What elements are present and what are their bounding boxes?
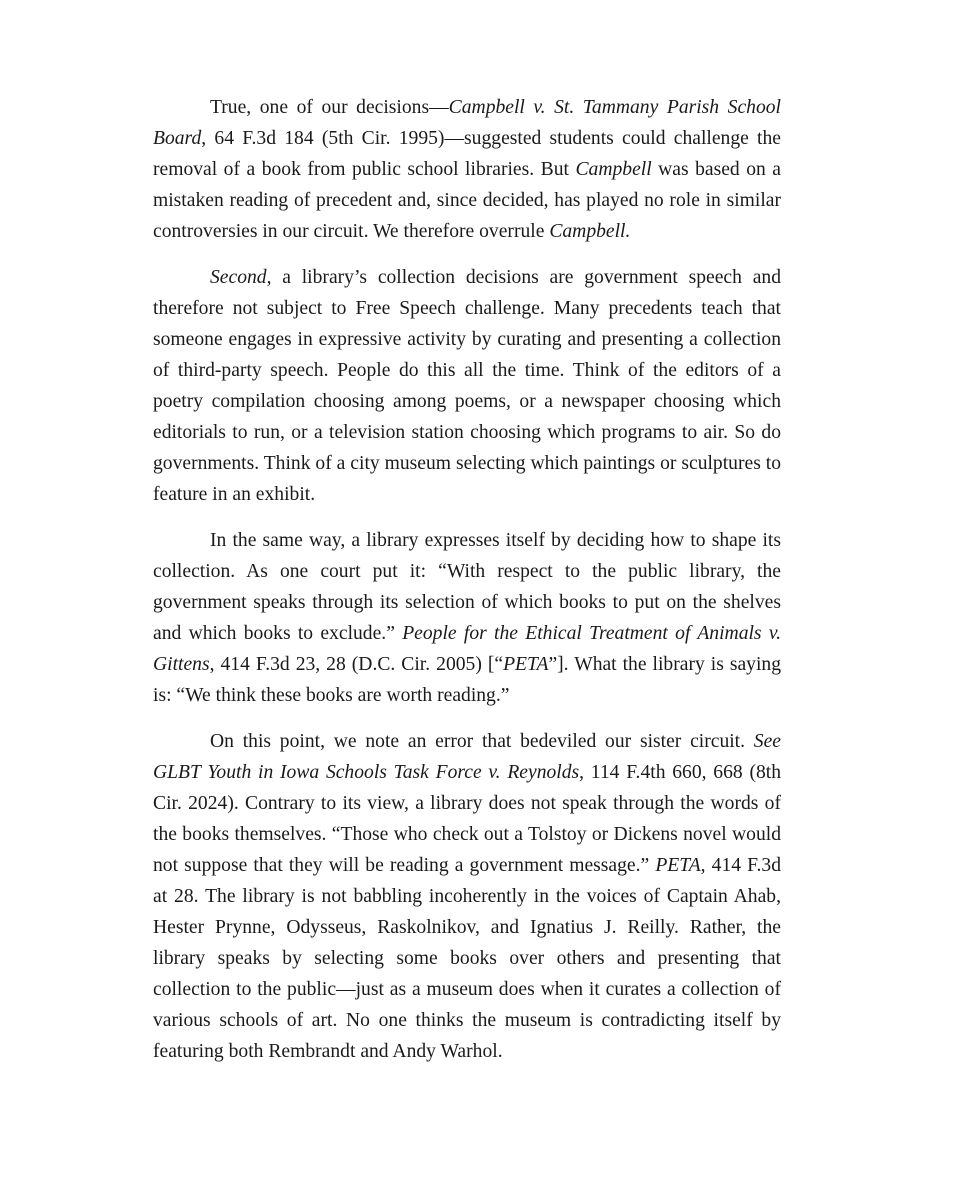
case-citation: PETA bbox=[503, 654, 549, 675]
case-citation: See GLBT Youth in Iowa Schools Task Force v. Reynolds bbox=[153, 731, 781, 783]
paragraph-3 bbox=[153, 525, 781, 711]
case-citation: PETA bbox=[655, 855, 701, 876]
text-segment: ”]. What the library is saying is: “We think these books are worth reading.” bbox=[153, 654, 781, 706]
paragraph-1 bbox=[153, 92, 781, 247]
text-segment: On this point, we note an error that bedeviled our sister circuit. bbox=[210, 731, 754, 752]
emphasis-word: Second bbox=[210, 267, 267, 288]
text-segment: True, one of our decisions— bbox=[210, 97, 449, 118]
text-segment: was based on a mistaken reading of precedent and, since decided, has played no role in similar controversies in our circuit. We therefore overrule bbox=[153, 159, 781, 242]
text-segment: , 114 F.4th 660, 668 (8th Cir. 2024). Contrary to its view, a library does not speak through the words of the books themselves. “Those who check out a Tolstoy or Dickens novel would not suppose that they will be reading a government message.” bbox=[153, 762, 782, 876]
case-citation: Campbell bbox=[575, 159, 652, 180]
paragraph-2 bbox=[153, 262, 781, 510]
text-segment: In the same way, a library expresses itself by deciding how to shape its collection. As one court put it: “With respect to the public library, the government speaks through its selection of which books to put on the shelves and which books to exclude.” bbox=[153, 530, 781, 644]
text-segment: , 414 F.3d at 28. The library is not babbling incoherently in the voices of Captain Ahab, Hester Prynne, Odysseus, Raskolnikov, and Ignatius J. Reilly. Rather, the library speaks by selecting some books over others and presenting that collection to the public—just as a museum does when it curates a collection of various schools of art. No one thinks the museum is contradicting itself by featuring both Rembrandt and Andy Warhol. bbox=[153, 855, 781, 1062]
case-citation: People for the Ethical Treatment of Animals v. Gittens bbox=[153, 623, 781, 675]
text-segment: , 414 F.3d 23, 28 (D.C. Cir. 2005) [“ bbox=[209, 654, 504, 675]
document-page bbox=[153, 92, 781, 1067]
paragraph-4 bbox=[153, 726, 781, 1067]
case-citation: Campbell. bbox=[549, 221, 631, 242]
text-segment: , a library’s collection decisions are government speech and therefore not subject to Free Speech challenge. Many precedents teach that someone engages in expressive activity by curating and presenting a collection of third-party speech. People do this all the time. Think of the editors of a poetry compilation choosing among poems, or a newspaper choosing which editorials to run, or a television station choosing which programs to air. So do governments. Think of a city museum selecting which paintings or sculptures to feature in an exhibit. bbox=[153, 267, 781, 505]
text-segment: , 64 F.3d 184 (5th Cir. 1995)—suggested students could challenge the removal of a book from public school libraries. But bbox=[153, 128, 781, 180]
case-citation: Campbell v. St. Tammany Parish School Board bbox=[153, 97, 781, 149]
